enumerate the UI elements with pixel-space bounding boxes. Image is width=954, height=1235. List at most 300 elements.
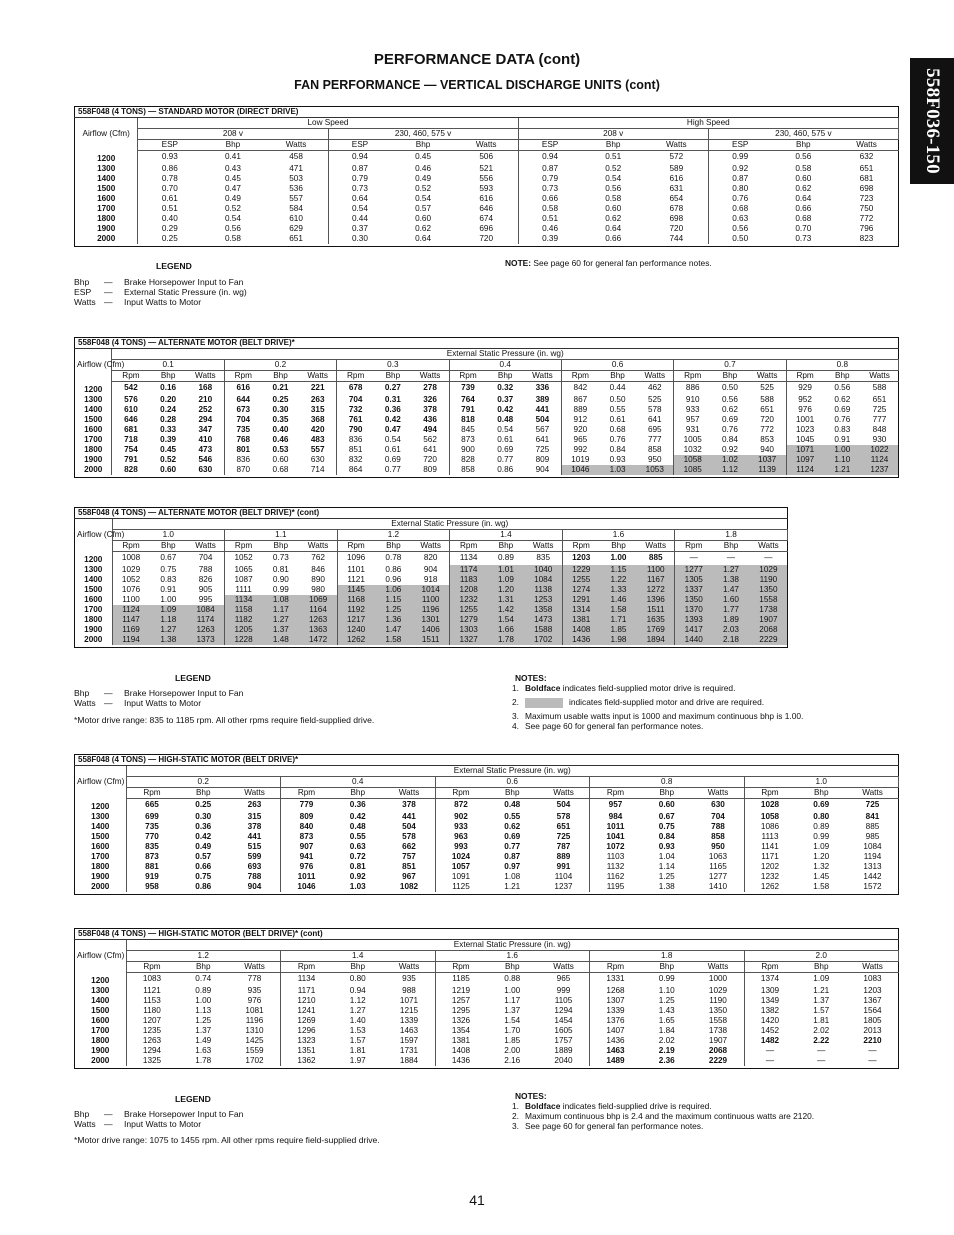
column-header: Bhp bbox=[332, 962, 384, 973]
column-header: Bhp bbox=[711, 371, 748, 382]
table-row bbox=[75, 812, 899, 822]
data-cell: 610 bbox=[124, 404, 138, 414]
side-tab-label: 558F036-150 bbox=[922, 68, 943, 174]
data-cell: 912 bbox=[561, 415, 598, 425]
data-cell: 0.99 bbox=[813, 831, 830, 841]
legend-item bbox=[74, 1109, 380, 1119]
data-cell: 1454 bbox=[554, 1015, 573, 1025]
esp-group-header: 1.0 bbox=[112, 530, 225, 541]
data-cell: 1257 bbox=[435, 996, 487, 1006]
table-row bbox=[75, 973, 899, 986]
airflow-cell: 1200 bbox=[75, 552, 113, 565]
data-cell: 1183 bbox=[450, 575, 488, 585]
data-cell: 1134 bbox=[450, 552, 488, 565]
table-row bbox=[75, 986, 899, 996]
legend-dash: — bbox=[104, 1119, 113, 1129]
table-row bbox=[75, 1036, 899, 1046]
data-cell: 0.50 bbox=[708, 234, 771, 244]
data-cell: 1.37 bbox=[813, 995, 830, 1005]
data-cell: 757 bbox=[402, 851, 416, 861]
data-cell: 1436 bbox=[435, 1056, 487, 1066]
data-cell: 788 bbox=[711, 821, 725, 831]
data-cell: 1.18 bbox=[150, 615, 188, 625]
data-cell: 0.99 bbox=[658, 974, 675, 984]
data-cell: 1370 bbox=[675, 605, 713, 615]
data-cell: 991 bbox=[556, 861, 571, 871]
data-cell: 1.37 bbox=[262, 625, 300, 635]
data-cell: 1307 bbox=[590, 996, 642, 1006]
data-cell: 1.21 bbox=[824, 465, 861, 475]
data-cell: 0.77 bbox=[497, 454, 514, 464]
airflow-cell: 1400 bbox=[75, 405, 112, 415]
airflow-cell: 1500 bbox=[75, 415, 112, 425]
column-header: Rpm bbox=[126, 788, 178, 799]
data-cell: 1.60 bbox=[712, 595, 750, 605]
data-cell: 1.12 bbox=[349, 995, 366, 1005]
data-cell: 326 bbox=[423, 394, 437, 404]
data-cell: 542 bbox=[124, 383, 138, 393]
data-cell: 0.48 bbox=[497, 414, 514, 424]
data-cell: 1376 bbox=[590, 1016, 642, 1026]
table-row bbox=[75, 194, 899, 204]
table-row bbox=[75, 842, 899, 852]
data-cell: 0.45 bbox=[415, 152, 432, 162]
data-cell: 1029 bbox=[750, 565, 788, 575]
data-cell: 1296 bbox=[281, 1026, 333, 1036]
data-cell: 1408 bbox=[562, 625, 600, 635]
data-cell: 933 bbox=[435, 822, 487, 832]
data-cell: 0.53 bbox=[272, 444, 289, 454]
data-cell: 1442 bbox=[863, 871, 882, 881]
data-cell: 1269 bbox=[281, 1016, 333, 1026]
data-cell: 644 bbox=[224, 395, 261, 405]
table-row bbox=[75, 605, 788, 615]
data-cell: 1.81 bbox=[813, 1015, 830, 1025]
data-cell: 556 bbox=[479, 173, 494, 183]
data-cell: 1113 bbox=[744, 832, 796, 842]
esp-group-header: 1.4 bbox=[281, 951, 436, 962]
data-cell: 1884 bbox=[399, 1055, 419, 1065]
data-cell: 1277 bbox=[675, 565, 713, 575]
data-cell: 1.00 bbox=[610, 553, 627, 563]
notes-heading: NOTES: bbox=[515, 1091, 547, 1101]
data-cell: 1.25 bbox=[658, 995, 675, 1005]
data-cell: 1.37 bbox=[504, 1005, 521, 1015]
high-static-motor-cont-table bbox=[74, 928, 899, 1069]
column-header: Bhp bbox=[487, 962, 539, 973]
data-cell: 1407 bbox=[590, 1026, 642, 1036]
esp-header: External Static Pressure (in. wg) bbox=[446, 349, 564, 358]
legend-dash: — bbox=[104, 297, 113, 307]
data-cell: 0.76 bbox=[609, 434, 626, 444]
data-cell: 0.25 bbox=[161, 233, 178, 243]
data-cell: 823 bbox=[859, 233, 874, 243]
data-cell: 0.56 bbox=[795, 152, 812, 162]
column-header: Rpm bbox=[126, 962, 178, 973]
data-cell: 1158 bbox=[225, 605, 263, 615]
data-cell: 889 bbox=[556, 851, 571, 861]
data-cell: 965 bbox=[561, 435, 598, 445]
airflow-cell: 2000 bbox=[75, 465, 112, 475]
data-cell: 0.62 bbox=[504, 821, 521, 831]
data-cell: 1350 bbox=[675, 595, 713, 605]
data-cell: 930 bbox=[872, 434, 887, 444]
data-cell: 704 bbox=[711, 811, 725, 821]
data-cell: 1134 bbox=[225, 595, 263, 605]
table-row bbox=[75, 585, 788, 595]
airflow-cell: 1400 bbox=[75, 822, 127, 832]
data-cell: 2040 bbox=[554, 1055, 573, 1065]
data-cell: 0.66 bbox=[605, 233, 622, 243]
data-cell: 1.71 bbox=[600, 615, 638, 625]
note-number: 2. bbox=[512, 1111, 519, 1121]
airflow-cell: 1500 bbox=[75, 585, 113, 595]
data-cell: 0.35 bbox=[272, 414, 289, 424]
data-cell: 1.00 bbox=[824, 445, 861, 455]
data-cell: 1511 bbox=[637, 605, 675, 615]
data-cell: 315 bbox=[310, 404, 325, 414]
column-header: Rpm bbox=[281, 788, 333, 799]
esp-group-header: 1.8 bbox=[675, 530, 788, 541]
data-cell: 725 bbox=[872, 404, 887, 414]
data-cell: 0.77 bbox=[384, 464, 401, 474]
legend-high-static bbox=[74, 1094, 380, 1145]
data-cell: 651 bbox=[859, 163, 874, 173]
data-cell: 0.30 bbox=[195, 811, 212, 821]
data-cell: 890 bbox=[311, 574, 325, 584]
column-header: Bhp bbox=[641, 788, 693, 799]
data-cell: 1.21 bbox=[504, 881, 521, 891]
airflow-cell: 1300 bbox=[75, 395, 112, 405]
data-cell: 1.63 bbox=[195, 1045, 212, 1055]
column-header: Bhp bbox=[487, 541, 525, 552]
voltage-230-header: 230, 460, 575 v bbox=[328, 129, 518, 140]
notes-alternate bbox=[505, 673, 803, 731]
data-cell: 957 bbox=[590, 799, 642, 812]
data-cell: 673 bbox=[224, 405, 261, 415]
airflow-header: Airflow (Cfm) bbox=[75, 118, 138, 151]
data-cell: 1.09 bbox=[813, 974, 830, 984]
data-cell: 1.20 bbox=[487, 585, 525, 595]
legend-dash: — bbox=[104, 277, 113, 287]
legend-value: Input Watts to Motor bbox=[124, 698, 202, 708]
table-row bbox=[75, 455, 899, 465]
data-cell: 572 bbox=[669, 152, 684, 162]
data-cell: 1.77 bbox=[712, 605, 750, 615]
data-cell: 2.22 bbox=[813, 1035, 830, 1045]
column-header: Watts bbox=[645, 140, 708, 151]
data-cell: 0.76 bbox=[708, 194, 771, 204]
column-header: Rpm bbox=[112, 541, 150, 552]
table-row bbox=[75, 184, 899, 194]
data-cell: 2068 bbox=[750, 625, 788, 635]
notes-high-static bbox=[505, 1091, 814, 1131]
column-header: Bhp bbox=[486, 371, 523, 382]
data-cell: 1207 bbox=[142, 1015, 162, 1025]
data-cell: 1053 bbox=[636, 465, 673, 475]
data-cell: 0.28 bbox=[160, 414, 177, 424]
data-cell: 0.80 bbox=[708, 184, 771, 194]
data-cell: 941 bbox=[281, 852, 333, 862]
airflow-cell: 1900 bbox=[75, 1046, 127, 1056]
column-header: Rpm bbox=[225, 541, 263, 552]
legend-heading: LEGEND bbox=[156, 261, 192, 271]
data-cell: 1253 bbox=[525, 595, 563, 605]
data-cell: 641 bbox=[423, 444, 437, 454]
data-cell: 988 bbox=[402, 985, 416, 995]
column-header: Watts bbox=[455, 140, 518, 151]
data-cell: 0.60 bbox=[795, 173, 812, 183]
data-cell: 0.81 bbox=[272, 564, 289, 574]
data-cell: 0.56 bbox=[605, 183, 622, 193]
data-cell: 2068 bbox=[708, 1045, 728, 1055]
motor-drive-footnote: *Motor drive range: 835 to 1185 rpm. All other rpms require field-supplied drive. bbox=[74, 715, 375, 725]
data-cell: 681 bbox=[859, 173, 874, 183]
data-cell: 791 bbox=[449, 405, 486, 415]
data-cell: 0.92 bbox=[708, 164, 771, 174]
data-cell: 0.94 bbox=[349, 985, 366, 995]
data-cell: 1141 bbox=[744, 842, 796, 852]
data-cell: 1.00 bbox=[504, 985, 521, 995]
data-cell: 1738 bbox=[708, 1025, 728, 1035]
data-cell: 1194 bbox=[863, 851, 882, 861]
data-cell: 0.61 bbox=[609, 414, 626, 424]
airflow-cell: 1800 bbox=[75, 214, 138, 224]
data-cell: 436 bbox=[423, 414, 437, 424]
data-cell: 1274 bbox=[562, 585, 600, 595]
data-cell: 0.70 bbox=[161, 183, 178, 193]
data-cell: 0.54 bbox=[224, 213, 241, 223]
high-static-motor-table bbox=[74, 754, 899, 895]
data-cell: 1263 bbox=[187, 625, 225, 635]
table-spacer-cell bbox=[75, 1066, 899, 1069]
data-cell: 1.13 bbox=[195, 1005, 212, 1015]
data-cell: 0.79 bbox=[328, 174, 391, 184]
data-cell: 1139 bbox=[749, 465, 786, 475]
column-header: Watts bbox=[384, 962, 436, 973]
data-cell: 578 bbox=[402, 831, 416, 841]
data-cell: 848 bbox=[872, 424, 887, 434]
airflow-cell: 1300 bbox=[75, 812, 127, 822]
column-header: Rpm bbox=[744, 962, 796, 973]
esp-header: External Static Pressure (in. wg) bbox=[391, 519, 509, 528]
data-cell: 0.52 bbox=[415, 183, 432, 193]
data-cell: 1041 bbox=[590, 832, 642, 842]
table-row bbox=[75, 234, 899, 244]
data-cell: 720 bbox=[423, 454, 437, 464]
page-title: PERFORMANCE DATA (cont) bbox=[373, 51, 581, 68]
data-cell: 1605 bbox=[554, 1025, 573, 1035]
data-cell: 593 bbox=[479, 183, 494, 193]
data-cell: 221 bbox=[310, 383, 325, 393]
data-cell: 1.12 bbox=[711, 465, 748, 475]
data-cell: 885 bbox=[648, 553, 663, 563]
data-cell: 1.38 bbox=[658, 881, 675, 891]
data-cell: 389 bbox=[535, 394, 550, 404]
airflow-header: Airflow (Cfm) bbox=[75, 519, 113, 552]
legend-alternate bbox=[74, 673, 374, 725]
data-cell: 0.73 bbox=[328, 184, 391, 194]
data-cell: 1337 bbox=[675, 585, 713, 595]
data-cell: 698 bbox=[859, 183, 874, 193]
data-cell: 1052 bbox=[121, 574, 141, 584]
data-cell: 1174 bbox=[187, 615, 225, 625]
data-cell: 0.86 bbox=[195, 881, 212, 891]
data-cell: — bbox=[675, 552, 713, 565]
data-cell: 1.25 bbox=[195, 1015, 212, 1025]
data-cell: 725 bbox=[865, 800, 880, 810]
data-cell: 1313 bbox=[863, 861, 882, 871]
data-cell: 1046 bbox=[281, 882, 333, 892]
table-row bbox=[75, 799, 899, 812]
data-cell: 0.78 bbox=[385, 553, 402, 563]
data-cell: 777 bbox=[872, 414, 887, 424]
data-cell: 0.52 bbox=[224, 203, 241, 213]
data-cell: 578 bbox=[647, 404, 662, 414]
note-label: NOTE: bbox=[505, 258, 532, 268]
note-text: See page 60 for general fan performance notes. bbox=[533, 258, 712, 268]
data-cell: 0.49 bbox=[224, 193, 241, 203]
note-standard bbox=[505, 258, 712, 268]
column-header: Bhp bbox=[178, 962, 230, 973]
data-cell: 1029 bbox=[708, 985, 728, 995]
data-cell: 1.81 bbox=[349, 1045, 366, 1055]
data-cell: 1.31 bbox=[487, 595, 525, 605]
data-cell: 772 bbox=[859, 213, 874, 223]
data-cell: — bbox=[817, 1055, 826, 1065]
data-cell: 662 bbox=[402, 841, 416, 851]
data-cell: 0.60 bbox=[272, 454, 289, 464]
data-cell: 646 bbox=[124, 414, 138, 424]
data-cell: 1769 bbox=[637, 625, 675, 635]
data-cell: 1.09 bbox=[487, 575, 525, 585]
data-cell: 515 bbox=[247, 841, 262, 851]
data-cell: 1291 bbox=[562, 595, 600, 605]
column-header: ESP bbox=[328, 140, 391, 151]
data-cell: 1210 bbox=[281, 996, 333, 1006]
data-cell: 1083 bbox=[142, 974, 162, 984]
data-cell: 0.56 bbox=[721, 394, 738, 404]
data-cell: 1046 bbox=[561, 465, 598, 475]
data-cell: 1558 bbox=[708, 1015, 728, 1025]
column-header: Bhp bbox=[487, 788, 539, 799]
data-cell: 1215 bbox=[399, 1005, 419, 1015]
data-cell: 1063 bbox=[708, 851, 728, 861]
data-cell: 473 bbox=[198, 444, 213, 454]
legend-value: External Static Pressure (in. wg) bbox=[124, 287, 247, 297]
data-cell: 1103 bbox=[590, 852, 642, 862]
data-cell: 0.89 bbox=[195, 985, 212, 995]
data-cell: 1023 bbox=[786, 425, 823, 435]
column-header: Rpm bbox=[337, 371, 374, 382]
data-cell: 1194 bbox=[112, 635, 150, 645]
data-cell: 1058 bbox=[744, 812, 796, 822]
data-cell: 1420 bbox=[744, 1016, 796, 1026]
data-cell: 1.10 bbox=[658, 985, 675, 995]
data-cell: 985 bbox=[865, 831, 880, 841]
data-cell: 1.36 bbox=[375, 615, 413, 625]
data-cell: 1011 bbox=[281, 872, 333, 882]
esp-group-header: 0.7 bbox=[674, 360, 786, 371]
data-cell: 0.39 bbox=[518, 234, 581, 244]
data-cell: 1436 bbox=[562, 635, 600, 645]
data-cell: 1028 bbox=[744, 799, 796, 812]
table-row bbox=[75, 595, 788, 605]
data-cell: 904 bbox=[423, 564, 438, 574]
data-cell: 1907 bbox=[750, 615, 788, 625]
data-cell: 681 bbox=[124, 424, 138, 434]
column-header: Bhp bbox=[391, 140, 454, 151]
esp-group-header: 2.0 bbox=[744, 951, 899, 962]
data-cell: 1.54 bbox=[504, 1015, 521, 1025]
data-cell: 0.42 bbox=[497, 404, 514, 414]
data-cell: — bbox=[744, 1046, 796, 1056]
data-cell: 0.50 bbox=[609, 394, 626, 404]
data-cell: 873 bbox=[449, 435, 486, 445]
data-cell: 674 bbox=[479, 213, 494, 223]
airflow-cell: 1600 bbox=[75, 425, 112, 435]
data-cell: 867 bbox=[561, 395, 598, 405]
data-cell: 0.44 bbox=[328, 214, 391, 224]
data-cell: 1564 bbox=[863, 1005, 882, 1015]
data-cell: 0.60 bbox=[415, 213, 432, 223]
data-cell: 610 bbox=[289, 213, 303, 223]
data-cell: 630 bbox=[711, 800, 725, 810]
data-cell: 441 bbox=[247, 831, 262, 841]
shaded-swatch bbox=[525, 698, 563, 708]
data-cell: 1.33 bbox=[600, 585, 638, 595]
data-cell: 950 bbox=[711, 841, 725, 851]
data-cell: 0.44 bbox=[609, 383, 626, 393]
data-cell: 0.68 bbox=[609, 424, 626, 434]
data-cell: 1303 bbox=[450, 625, 488, 635]
data-cell: 1.20 bbox=[813, 851, 830, 861]
column-header: Watts bbox=[637, 541, 675, 552]
data-cell: 0.63 bbox=[349, 841, 366, 851]
data-cell: 693 bbox=[247, 861, 262, 871]
table-row bbox=[75, 882, 899, 892]
legend-item bbox=[74, 1119, 380, 1129]
data-cell: 1232 bbox=[450, 595, 488, 605]
data-cell: 714 bbox=[310, 464, 325, 474]
column-header: Rpm bbox=[435, 962, 487, 973]
data-cell: 1.58 bbox=[600, 605, 638, 615]
data-cell: 525 bbox=[647, 394, 662, 404]
data-cell: 504 bbox=[402, 821, 416, 831]
data-cell: 1327 bbox=[450, 635, 488, 645]
data-cell: 1.58 bbox=[375, 635, 413, 645]
data-cell: 2.00 bbox=[504, 1045, 521, 1055]
data-cell: 1241 bbox=[281, 1006, 333, 1016]
data-cell: 0.86 bbox=[497, 464, 514, 474]
data-cell: 900 bbox=[449, 445, 486, 455]
airflow-cell: 1300 bbox=[75, 164, 138, 174]
note-number: 1. bbox=[512, 683, 519, 693]
data-cell: 1326 bbox=[435, 1016, 487, 1026]
data-cell: 791 bbox=[124, 454, 138, 464]
data-cell: 1091 bbox=[435, 872, 487, 882]
column-header: Rpm bbox=[590, 788, 642, 799]
data-cell: 1180 bbox=[143, 1005, 161, 1015]
data-cell: 1.03 bbox=[349, 881, 366, 891]
data-cell: 1255 bbox=[562, 575, 600, 585]
esp-group-header: 1.2 bbox=[337, 530, 450, 541]
data-cell: 858 bbox=[449, 465, 486, 475]
data-cell: 809 bbox=[423, 464, 437, 474]
data-cell: 210 bbox=[198, 394, 213, 404]
data-cell: 1208 bbox=[450, 585, 488, 595]
airflow-header: Airflow (Cfm) bbox=[75, 766, 127, 799]
